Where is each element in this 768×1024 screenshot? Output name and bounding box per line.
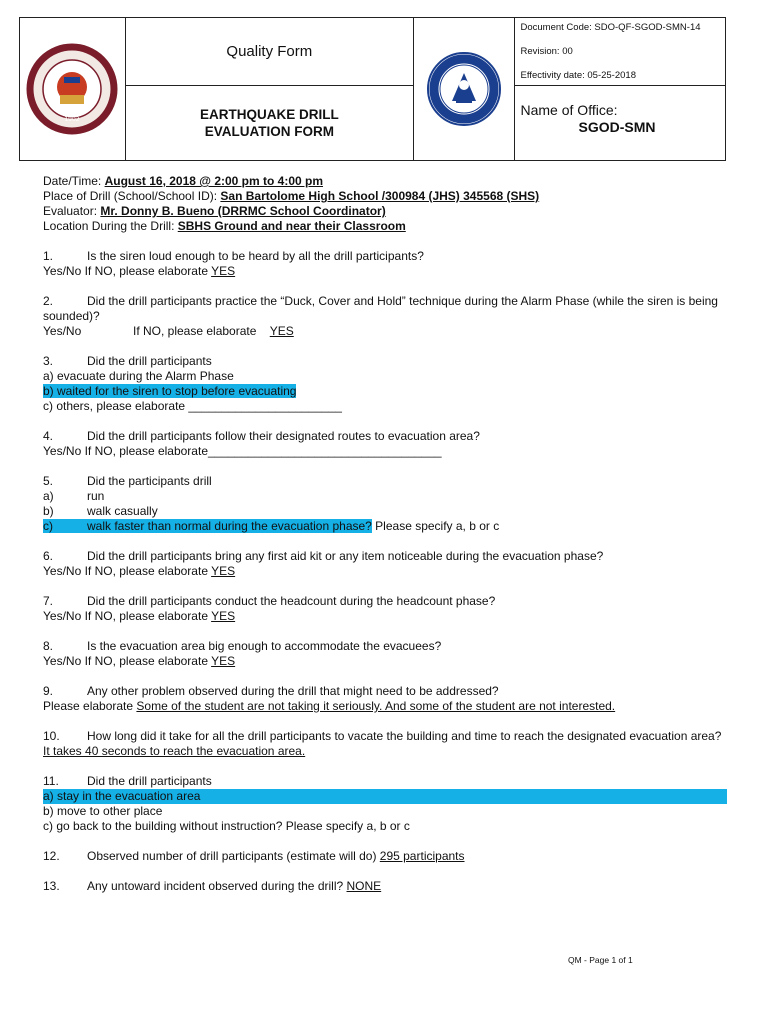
date-line: Date/Time: August 16, 2018 @ 2:00 pm to 4:00 pm xyxy=(43,174,324,188)
answer-6: Yes/No If NO, please elaborate YES xyxy=(43,564,236,578)
svg-text:1902: 1902 xyxy=(64,116,81,123)
question-6: 6. Did the drill participants bring any first aid kit or any item noticeable during the evacuation phase? xyxy=(43,549,604,563)
answer-7: Yes/No If NO, please elaborate YES xyxy=(43,609,236,623)
left-seal-cell xyxy=(20,18,126,161)
effectivity-date: Effectivity date: 05-25-2018 xyxy=(520,70,636,81)
quality-form-cell xyxy=(125,18,413,86)
option-3a: a) evacuate during the Alarm Phase xyxy=(43,369,234,383)
evaluator-line: Evaluator: Mr. Donny B. Bueno (DRRMC School Coordinator) xyxy=(43,204,386,218)
form-title-line2: EVALUATION FORM xyxy=(204,124,334,139)
option-11b: b) move to other place xyxy=(43,804,163,818)
header-table xyxy=(19,17,726,161)
answer-9: Please elaborate Some of the student are not taking it seriously. And some of the student are not interested. xyxy=(43,699,616,713)
answer-1: Yes/No If NO, please elaborate YES xyxy=(43,264,236,278)
form-title-cell xyxy=(125,86,413,161)
form-title-line1: EARTHQUAKE DRILL xyxy=(199,107,339,122)
question-7: 7. Did the drill participants conduct the headcount during the headcount phase? xyxy=(43,594,496,608)
place-line: Place of Drill (School/School ID): San Bartolome High School /300984 (JHS) 345568 (SHS) xyxy=(43,189,540,203)
question-1: 1. Is the siren loud enough to be heard by all the drill participants? xyxy=(43,249,424,263)
answer-10: It takes 40 seconds to reach the evacuation area. xyxy=(43,744,306,758)
option-3c: c) others, please elaborate _______________________ xyxy=(43,399,342,413)
answer-13: NONE xyxy=(346,879,382,893)
question-13: 13. Any untoward incident observed during the drill? NONE xyxy=(43,879,382,893)
quality-form-label: Quality Form xyxy=(226,43,313,60)
question-9: 9. Any other problem observed during the drill that might need to be addressed? xyxy=(43,684,499,698)
option-11a: a) stay in the evacuation area xyxy=(43,789,727,804)
question-5: 5. Did the participants drill xyxy=(43,474,212,488)
location-line: Location During the Drill: SBHS Ground and near their Classroom xyxy=(43,219,406,233)
option-5b: b) walk casually xyxy=(43,504,158,518)
answer-2: Yes/No If NO, please elaborate YES xyxy=(43,324,294,338)
location-value: SBHS Ground and near their Classroom xyxy=(177,219,406,233)
answer-12: 295 participants xyxy=(379,849,465,863)
office-label: Name of Office: xyxy=(520,102,618,118)
option-5c: c) walk faster than normal during the evacuation phase? Please specify a, b or c xyxy=(43,519,500,533)
form-body xyxy=(43,174,727,894)
revision: Revision: 00 xyxy=(520,46,573,57)
document-meta-cell xyxy=(514,18,726,86)
question-10: 10. How long did it take for all the drill participants to vacate the building and time to reach the designated evacuation area? It takes 40 seconds to reach the evacuation area. xyxy=(43,729,722,758)
office-value: SGOD-SMN xyxy=(578,119,656,135)
question-12: 12. Observed number of drill participants (estimate will do) 295 participants xyxy=(43,849,465,863)
evaluator-value: Mr. Donny B. Bueno (DRRMC School Coordinator) xyxy=(100,204,386,218)
office-cell xyxy=(514,86,726,161)
option-5a: a) run xyxy=(43,489,105,503)
place-value: San Bartolome High School /300984 (JHS) 345568 (SHS) xyxy=(220,189,540,203)
document-code: Document Code: SDO-QF-SGOD-SMN-14 xyxy=(520,22,701,33)
page-footer: QM - Page 1 of 1 xyxy=(568,955,633,965)
question-3: 3. Did the drill participants xyxy=(43,354,212,368)
question-11: 11. Did the drill participants xyxy=(43,774,212,788)
question-8: 8. Is the evacuation area big enough to accommodate the evacuees? xyxy=(43,639,442,653)
division-seal-icon xyxy=(26,43,118,135)
answer-4: Yes/No If NO, please elaborate___________________________________ xyxy=(43,444,442,458)
option-11c: c) go back to the building without instruction? Please specify a, b or c xyxy=(43,819,410,833)
deped-seal-icon xyxy=(426,51,502,127)
question-2: 2. Did the drill participants practice the “Duck, Cover and Hold” technique during the Alarm Phase (while the siren is being sounded)? xyxy=(43,294,718,323)
question-4: 4. Did the drill participants follow their designated routes to evacuation area? xyxy=(43,429,480,443)
right-seal-cell xyxy=(413,18,514,161)
answer-8: Yes/No If NO, please elaborate YES xyxy=(43,654,236,668)
option-3b: b) waited for the siren to stop before evacuating xyxy=(43,384,297,398)
date-value: August 16, 2018 @ 2:00 pm to 4:00 pm xyxy=(104,174,324,188)
